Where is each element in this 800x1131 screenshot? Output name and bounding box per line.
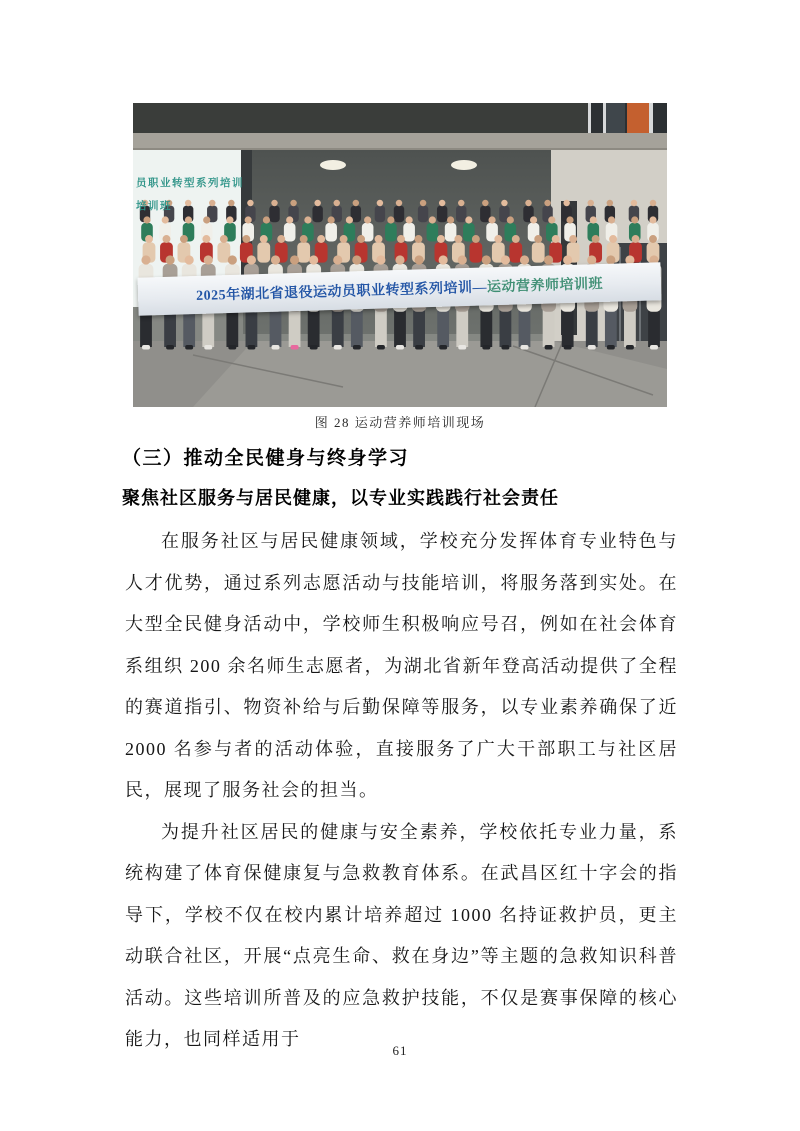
upper-facade	[133, 103, 588, 133]
screen-text-line2: 培训班	[136, 200, 172, 212]
banner-text-tail: 运动营养师培训班	[486, 276, 604, 296]
body-text	[125, 521, 678, 1061]
ceiling-light	[320, 160, 346, 170]
banner-text-main: 2025年湖北省退役运动员职业转型系列培训—	[195, 280, 488, 305]
subsection-heading: 聚焦社区服务与居民健康，以专业实践践行社会责任	[122, 488, 559, 508]
page-number: 61	[392, 1043, 408, 1058]
figure-photo	[133, 103, 667, 407]
screen-text-line1: 员职业转型系列培训	[136, 178, 244, 189]
ceiling-light	[451, 160, 477, 170]
body-paragraph-2: 为提升社区居民的健康与安全素养，学校依托专业力量，系统构建了体育保健康复与急救教育体系。在武昌区红十字会的指导下，学校不仅在校内累计培养超过 1000 名持证救护员，更主动联合社区，开展“点亮生命、救在身边”等主题的急救知识科普活动。这些培训所普及的应急救护技能，不仅是赛事保障的核心能力，也同样适用于	[125, 821, 678, 1049]
body-paragraph-1: 在服务社区与居民健康领域，学校充分发挥体育专业特色与人才优势，通过系列志愿活动与技能培训，将服务落到实处。在大型全民健身活动中，学校师生积极响应号召，例如在社会体育系组织 200 余名师生志愿者，为湖北省新年登高活动提供了全程的赛道指引、物资补给与后勤保障等服务，以专业素养确保了近 2000 名参与者的活动体验，直接服务了广大干部职工与社区居民，展现了服务社会的担当。	[125, 531, 678, 800]
figure-caption: 图 28 运动营养师培训现场	[314, 415, 486, 430]
section-heading: （三）推动全民健身与终身学习	[122, 448, 410, 469]
projector-screen-text	[136, 173, 244, 218]
photo-illustration	[133, 103, 667, 407]
orange-panel	[627, 103, 649, 133]
